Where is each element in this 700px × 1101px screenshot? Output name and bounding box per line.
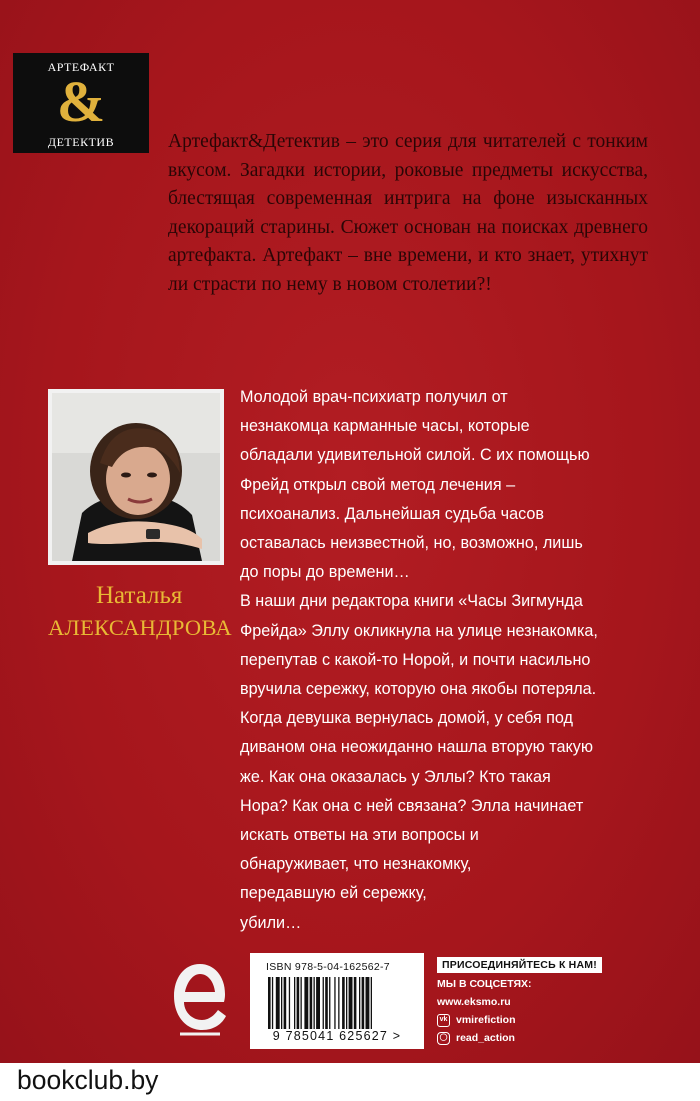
barcode [250, 953, 424, 1049]
social-block [437, 955, 627, 1045]
vk-handle: vmirefiction [456, 1014, 516, 1026]
instagram-handle: read_action [456, 1032, 515, 1044]
social-heading: МЫ В СОЦСЕТЯХ: [437, 978, 532, 990]
author-first-name: Наталья [96, 582, 183, 609]
synopsis-line: обнаруживает, что незнакомку, [240, 855, 472, 874]
synopsis-line: Когда девушка вернулась домой, у себя под [240, 709, 573, 728]
instagram-icon: ◯ [437, 1032, 450, 1045]
author-last-name: АЛЕКСАНДРОВА [48, 615, 232, 640]
series-logo [13, 53, 149, 153]
synopsis-line: незнакомца карманные часы, которые [240, 417, 530, 436]
vk-icon: vk [437, 1014, 450, 1027]
series-logo-top: АРТЕФАКТ [47, 60, 115, 74]
footer [0, 1063, 700, 1101]
book-synopsis [240, 383, 665, 938]
barcode-bars [268, 977, 408, 1029]
synopsis-line: убили… [240, 913, 302, 932]
isbn-text: ISBN 978-5-04-162562-7 [266, 961, 390, 973]
synopsis-line: Нора? Как она с ней связана? Элла начинает [240, 796, 584, 815]
synopsis-line: Фрейда» Эллу окликнула на улице незнакомка, [240, 621, 598, 640]
synopsis-line: же. Как она оказалась у Эллы? Кто такая [240, 767, 551, 786]
synopsis-line: Молодой врач-психиатр получил от [240, 388, 508, 406]
publisher-site-link[interactable]: www.eksmo.ru [437, 996, 511, 1008]
synopsis-line: Фрейд открыл свой метод лечения – [240, 475, 516, 494]
synopsis-line: вручила сережку, которую она якобы потеряла. [240, 680, 597, 699]
watermark-site[interactable]: bookclub.by [17, 1065, 159, 1095]
series-logo-bottom: ДЕТЕКТИВ [47, 135, 115, 149]
join-us-label: ПРИСОЕДИНЯЙТЕСЬ К НАМ! [437, 957, 602, 973]
synopsis-line: обладали удивительной силой. С их помощью [240, 446, 590, 465]
synopsis-line: до поры до времени… [240, 563, 410, 582]
synopsis-line: психоанализ. Дальнейшая судьба часов [240, 504, 544, 523]
synopsis-line: оставалась неизвестной, но, возможно, лишь [240, 534, 583, 553]
synopsis-line: искать ответы на эти вопросы и [240, 826, 479, 845]
vk-link[interactable] [437, 1013, 627, 1027]
synopsis-line: передавшую ей сережку, [240, 884, 427, 903]
eksmo-logo-icon [170, 958, 230, 1047]
synopsis-line: В наши дни редактора книги «Часы Зигмунда [240, 592, 583, 611]
instagram-link[interactable] [437, 1031, 627, 1045]
series-logo-ampersand: & [56, 69, 106, 134]
barcode-digits: 9 785041 625627 > [272, 1029, 402, 1043]
series-description: Артефакт&Детектив – это серия для читателей с тонким вкусом. Загадки истории, роковые предметы искусства, блестящая современная интрига на фоне изысканных декораций старины. Сюжет основан на поисках древнего артефакта. Артефакт – вне времени, и кто знает, утихнут ли страсти по нему в новом столетии?! [168, 131, 648, 295]
synopsis-line: диваном она неожиданно нашла вторую такую [240, 738, 594, 757]
author-photo [48, 389, 224, 565]
synopsis-line: перепутав с какой-то Норой, и почти насильно [240, 650, 591, 669]
